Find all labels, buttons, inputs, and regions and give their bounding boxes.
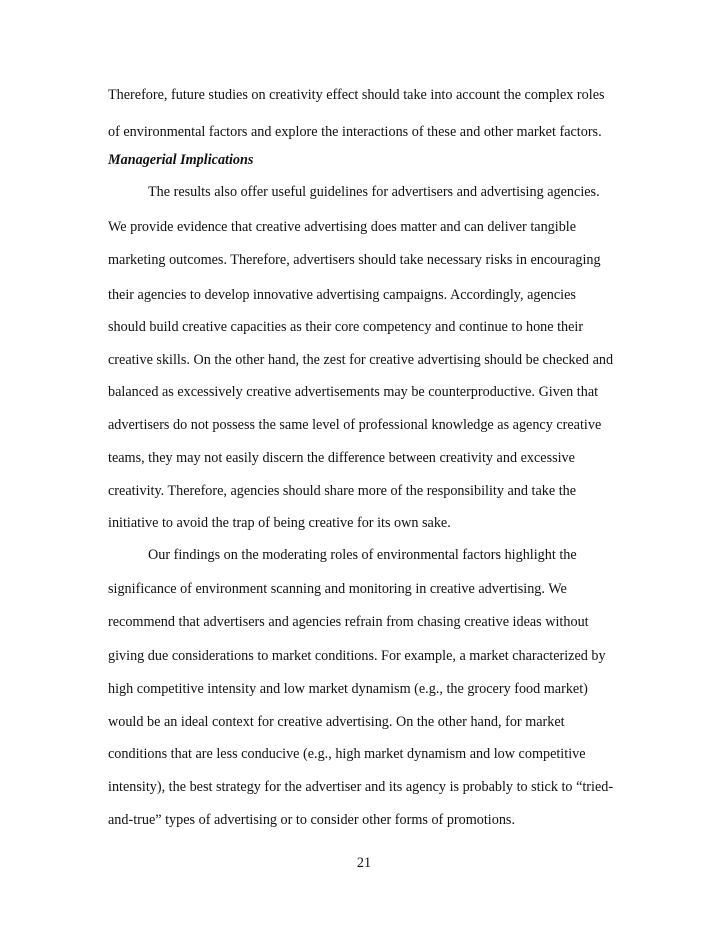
paragraph-first-line: The results also offer useful guidelines for advertisers and advertising agencies. xyxy=(148,184,600,200)
text-line: marketing outcomes. Therefore, advertisers should take necessary risks in encouraging xyxy=(108,252,601,268)
text-line: should build creative capacities as their core competency and continue to hone their xyxy=(108,319,584,335)
text-line: would be an ideal context for creative advertising. On the other hand, for market xyxy=(108,714,565,730)
text-line: initiative to avoid the trap of being creative for its own sake. xyxy=(108,515,451,531)
text-line: We provide evidence that creative advertising does matter and can deliver tangible xyxy=(108,219,577,235)
text-line: conditions that are less conducive (e.g., high market dynamism and low competitive xyxy=(108,746,586,762)
paragraph-first-line: Our findings on the moderating roles of environmental factors highlight the xyxy=(148,547,577,563)
text-line: balanced as excessively creative advertisements may be counterproductive. Given that xyxy=(108,384,599,400)
text-line: creativity. Therefore, agencies should share more of the responsibility and take the xyxy=(108,483,577,499)
text-line: creative skills. On the other hand, the zest for creative advertising should be checked and xyxy=(108,352,614,368)
text-line: of environmental factors and explore the interactions of these and other market factors. xyxy=(108,124,602,140)
section-heading: Managerial Implications xyxy=(108,152,254,168)
text-line: high competitive intensity and low market dynamism (e.g., the grocery food market) xyxy=(108,681,588,697)
text-line: advertisers do not possess the same level of professional knowledge as agency creative xyxy=(108,417,602,433)
text-line: giving due considerations to market conditions. For example, a market characterized by xyxy=(108,648,606,664)
text-line: Therefore, future studies on creativity effect should take into account the complex roles xyxy=(108,87,605,103)
text-line: teams, they may not easily discern the difference between creativity and excessive xyxy=(108,450,575,466)
text-line: recommend that advertisers and agencies refrain from chasing creative ideas without xyxy=(108,614,589,630)
text-line: significance of environment scanning and monitoring in creative advertising. We xyxy=(108,581,567,597)
text-line: their agencies to develop innovative advertising campaigns. Accordingly, agencies xyxy=(108,287,576,303)
text-line: intensity), the best strategy for the advertiser and its agency is probably to stick to “tried- xyxy=(108,779,614,795)
text-line: and-true” types of advertising or to consider other forms of promotions. xyxy=(108,812,516,828)
page-number: 21 xyxy=(356,855,372,871)
